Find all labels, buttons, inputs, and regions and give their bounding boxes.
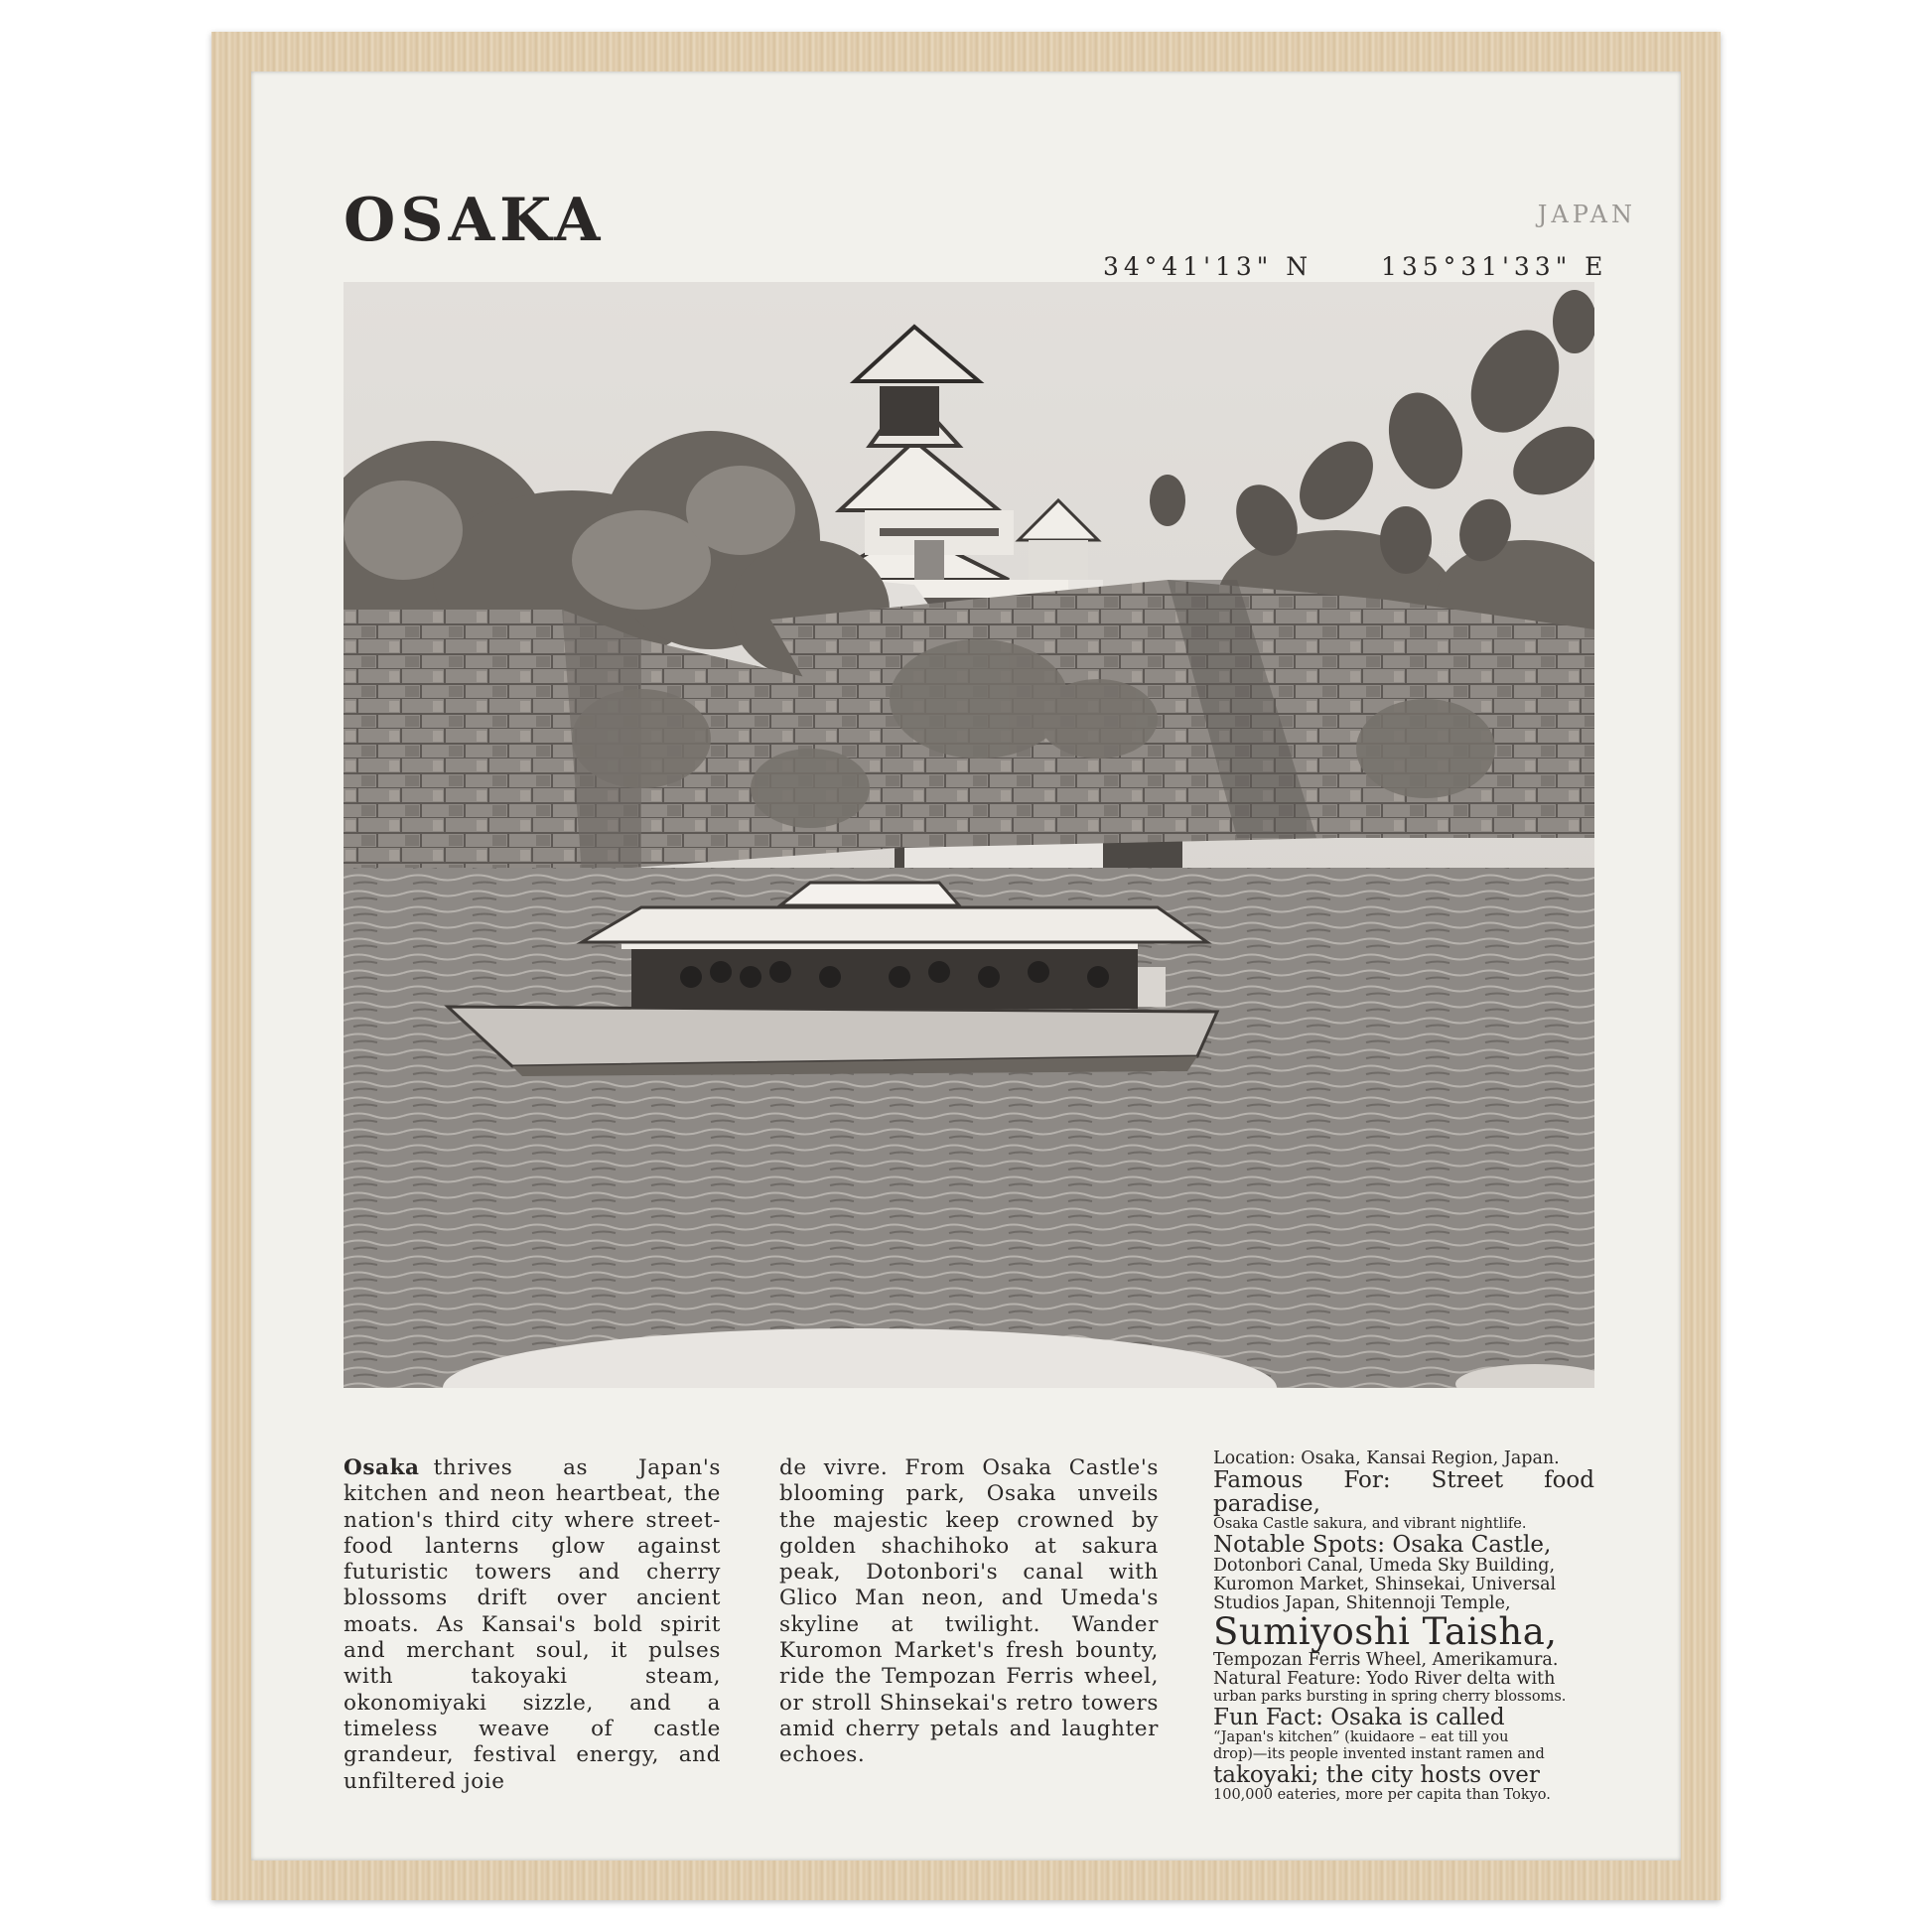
fact-spots-tail: Tempozan Ferris Wheel, Amerikamura. (1213, 1650, 1559, 1670)
intro-column-2: de vivre. From Osaka Castle's blooming park, Osaka unveils the majestic keep crowned by golden shachihoko at sakura peak, Dotonbori's canal with Glico Man neon, and Umeda's skyline at twilight. Wander Kuromon Market's fresh bounty, ride the Tempozan Ferris wheel, or stroll Shinsekai's retro towers amid cherry petals and laughter echoes. (779, 1455, 1159, 1768)
castle-moat-boat-illustration (344, 282, 1594, 1388)
fact-spots-head: Notable Spots: Osaka Castle, (1213, 1532, 1552, 1558)
fact-famous-tail: Osaka Castle sakura, and vibrant nightlife. (1213, 1516, 1527, 1532)
country-label: JAPAN (1537, 201, 1636, 228)
castle-photo (344, 282, 1594, 1388)
fact-spots-line-3: Kuromon Market, Shinsekai, Universal (1213, 1575, 1557, 1594)
fact-fun-head: Fun Fact: Osaka is called (1213, 1705, 1505, 1730)
intro-text: thrives as Japan's kitchen and neon heartbeat, the nation's third city where street-food lanterns glow against futuristic towers and cherry blossoms drift over ancient moats. As Kansai's bold spirit and merchant soul, it pulses with takoyaki steam, okonomiyaki sizzle, and a timeless weave of castle grandeur, festival energy, and unfiltered joie (344, 1455, 721, 1794)
facts-column (1213, 1449, 1594, 1804)
wooden-frame (211, 32, 1721, 1900)
fact-spots-line-4: Studios Japan, Shitennoji Temple, (1213, 1593, 1511, 1613)
fact-spots-line-2: Dotonbori Canal, Umeda Sky Building, (1213, 1556, 1556, 1576)
fact-nature-head: Natural Feature: Yodo River delta with (1213, 1669, 1556, 1689)
fact-famous-head: Famous For: Street food paradise, (1213, 1467, 1594, 1517)
city-title: OSAKA (344, 186, 606, 255)
fact-fun-line-4: takoyaki; the city hosts over (1213, 1762, 1540, 1788)
fact-nature-tail: urban parks bursting in spring cherry blossoms. (1213, 1689, 1567, 1705)
fact-fun-line-2: “Japan's kitchen” (kuidaore – eat till you (1213, 1729, 1509, 1745)
intro-lead: Osaka (344, 1455, 420, 1480)
fact-fun-line-3: drop)—its people invented instant ramen and (1213, 1746, 1545, 1762)
latitude: 34°41'13" N (1103, 252, 1313, 281)
longitude: 135°31'33" E (1381, 252, 1608, 281)
fact-fun-tail: 100,000 eateries, more per capita than Tokyo. (1213, 1787, 1551, 1803)
fact-location: Location: Osaka, Kansai Region, Japan. (1213, 1449, 1560, 1468)
intro-column-1 (344, 1455, 721, 1795)
fact-spots-big: Sumiyoshi Taisha, (1213, 1610, 1558, 1653)
poster-mat (251, 71, 1681, 1861)
